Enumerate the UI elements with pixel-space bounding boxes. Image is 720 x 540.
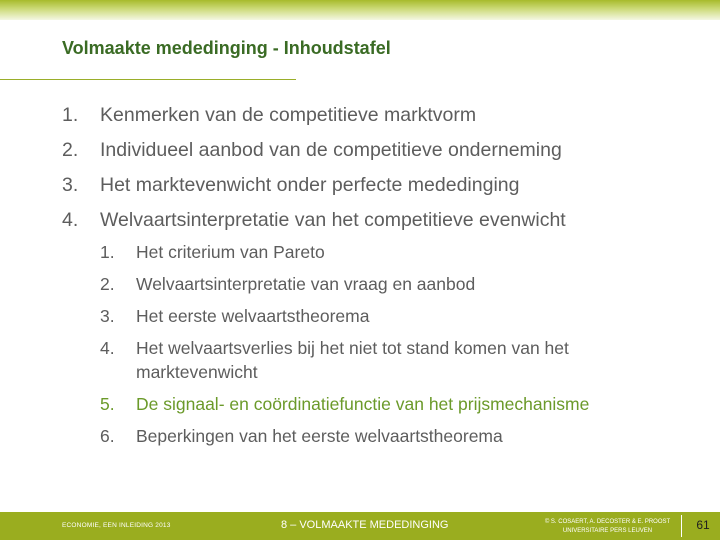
sub-item-number: 2. [100,274,115,294]
main-item-text: Welvaartsinterpretatie van het competitieve evenwicht [100,209,566,231]
main-item-number: 4. [62,209,79,231]
sub-item-text: Het welvaartsverlies bij het niet tot stand komen van het marktevenwicht [136,338,569,382]
top-gradient-band [0,0,720,20]
sub-item-number: 4. [100,338,115,358]
sub-item-text: Het eerste welvaartstheorema [136,306,370,326]
sub-item-text: De signaal- en coördinatiefunctie van het prijsmechanisme [136,394,590,414]
main-item-number: 2. [62,139,79,161]
footer-copyright-authors: © S. COSAERT, A. DECOSTER & E. PROOST [544,519,671,525]
main-item-text: Het marktevenwicht onder perfecte mededinging [100,174,520,196]
main-item-text: Kenmerken van de competitieve marktvorm [100,104,477,126]
main-item-text: Individueel aanbod van de competitieve onderneming [100,139,562,161]
sub-list-item [100,304,666,328]
sub-item-number: 5. [100,394,115,414]
footer-copyright-publisher: UNIVERSITAIRE PERS LEUVEN [562,528,653,534]
sub-list-item-highlighted [100,392,666,416]
slide-footer [0,512,720,540]
footer-separator [681,515,682,537]
footer-chapter: 8 – VOLMAAKTE MEDEDINGING [281,519,449,531]
sub-item-number: 1. [100,242,115,262]
slide-title: Volmaakte mededinging - Inhoudstafel [62,38,391,58]
sub-item-text: Het criterium van Pareto [136,242,325,262]
page-number: 61 [696,518,710,532]
sub-item-number: 3. [100,306,115,326]
sub-list-item [100,240,666,264]
main-item-number: 3. [62,174,79,196]
footer-book-title: ECONOMIE, EEN INLEIDING 2013 [62,522,171,529]
sub-item-text: Welvaartsinterpretatie van vraag en aanbod [136,274,476,294]
main-item-number: 1. [62,104,79,126]
sub-list-item [100,336,666,384]
sub-contents-list [100,240,666,456]
title-underline [0,79,296,80]
sub-list-item [100,272,666,296]
footer-copyright [535,518,680,536]
sub-list-item [100,424,666,448]
sub-item-text: Beperkingen van het eerste welvaartstheorema [136,426,503,446]
sub-item-number: 6. [100,426,115,446]
